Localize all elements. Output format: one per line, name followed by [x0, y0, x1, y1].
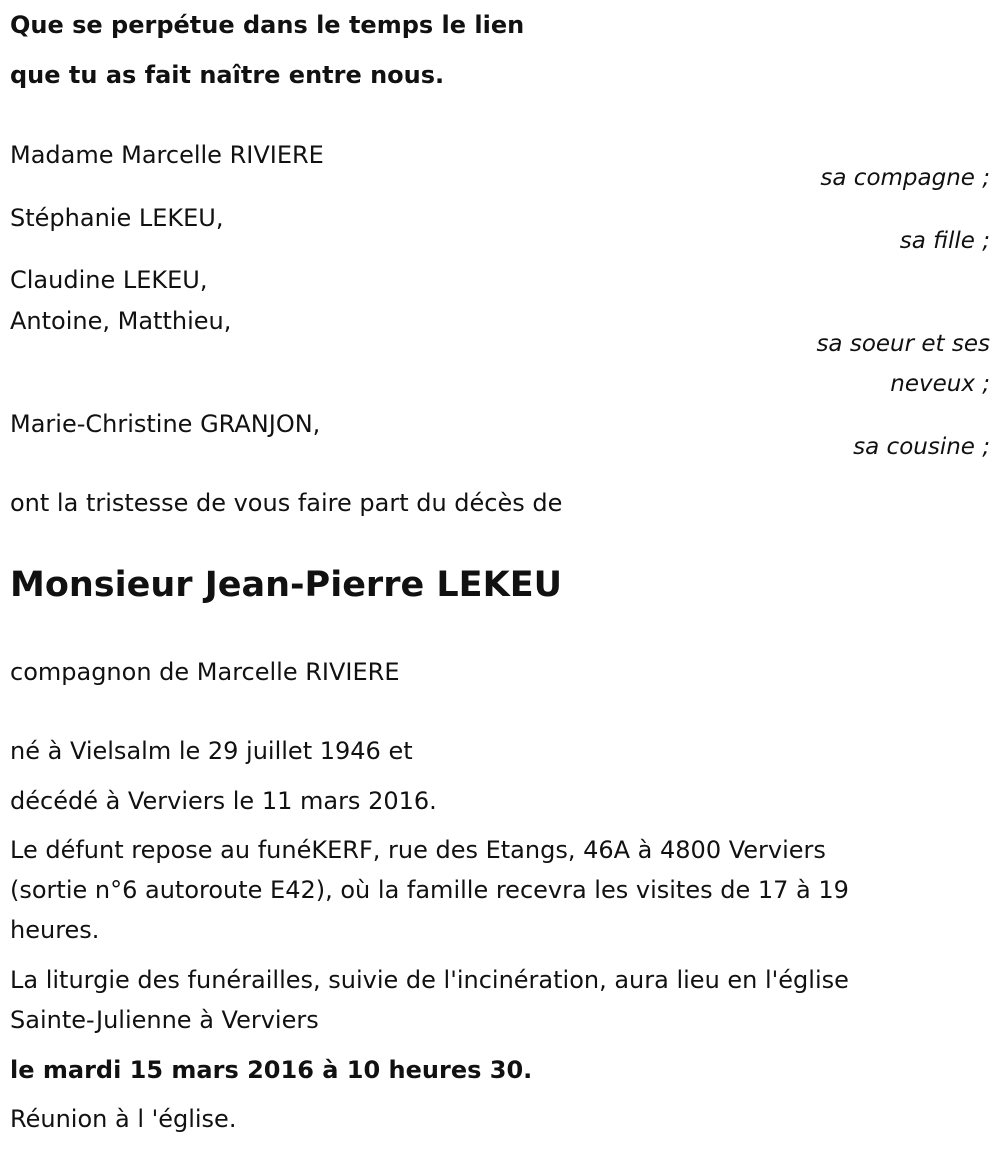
rest-line-2: (sortie n°6 autoroute E42), où la famille recevra les visites de 17 à 19	[10, 876, 849, 904]
epigraph-line-2: que tu as fait naître entre nous.	[10, 61, 445, 89]
deceased-name: Monsieur Jean-Pierre LEKEU	[10, 565, 563, 605]
rest-line-3: heures.	[10, 916, 100, 944]
ceremony-date: le mardi 15 mars 2016 à 10 heures 30.	[10, 1056, 533, 1084]
deceased-subtitle: compagnon de Marcelle RIVIERE	[10, 658, 400, 686]
cousin-relation: sa cousine ;	[853, 434, 990, 460]
epigraph-line-1: Que se perpétue dans le temps le lien	[10, 11, 525, 39]
liturgy-line-1: La liturgie des funérailles, suivie de l'incinération, aura lieu en l'église	[10, 966, 849, 994]
birth-line: né à Vielsalm le 29 juillet 1946 et	[10, 737, 413, 765]
companion-name: Madame Marcelle RIVIERE	[10, 141, 324, 169]
rest-line-1: Le défunt repose au funéKERF, rue des Etangs, 46A à 4800 Verviers	[10, 836, 826, 864]
daughter-name: Stéphanie LEKEU,	[10, 204, 224, 232]
cousin-name: Marie-Christine GRANJON,	[10, 410, 321, 438]
sister-name: Claudine LEKEU,	[10, 266, 208, 294]
sister-relation-line-1: sa soeur et ses	[816, 331, 990, 357]
sister-relation-line-2: neveux ;	[890, 371, 990, 397]
death-line: décédé à Verviers le 11 mars 2016.	[10, 787, 437, 815]
meeting-note: Réunion à l 'église.	[10, 1105, 237, 1133]
daughter-relation: sa fille ;	[899, 228, 990, 254]
announcement-text: ont la tristesse de vous faire part du décès de	[10, 489, 563, 517]
nephews-names: Antoine, Matthieu,	[10, 307, 232, 335]
companion-relation: sa compagne ;	[820, 165, 990, 191]
liturgy-line-2: Sainte-Julienne à Verviers	[10, 1006, 319, 1034]
